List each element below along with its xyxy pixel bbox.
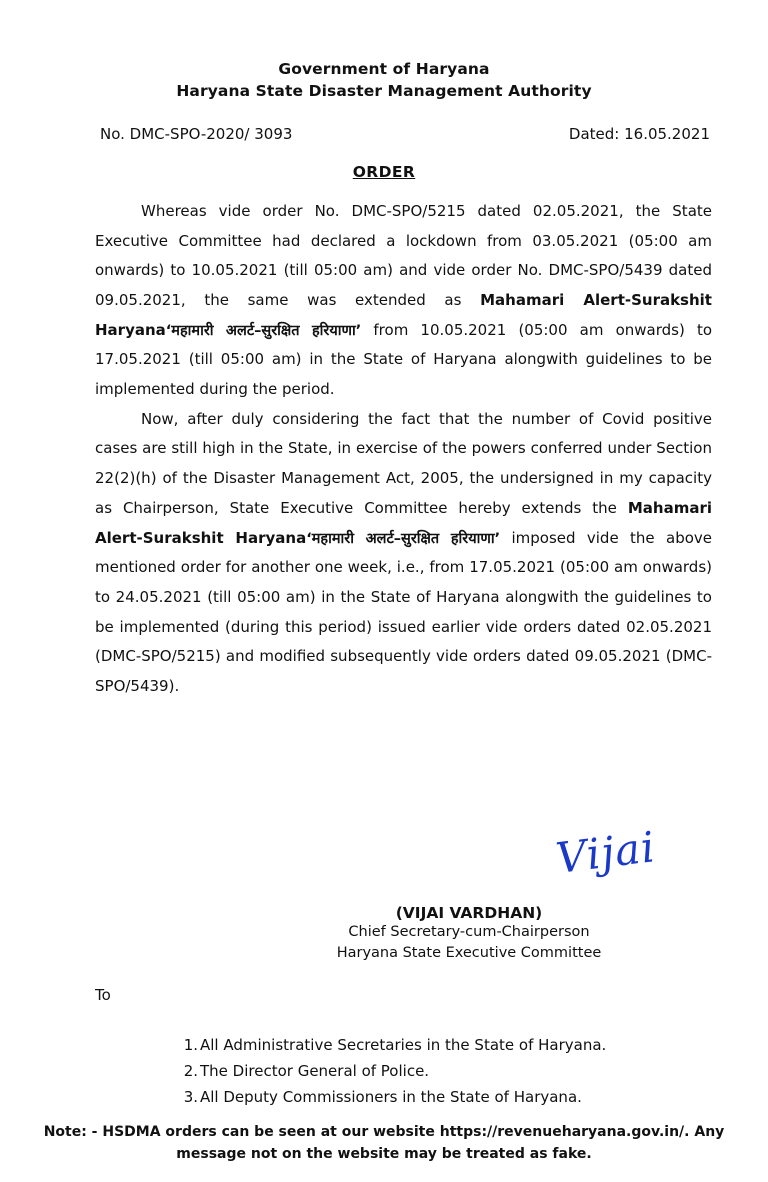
paragraph-one-hindi-term: ‘महामारी अलर्ट–सुरक्षित हरियाणा’ bbox=[165, 322, 362, 339]
signature-block bbox=[0, 904, 768, 964]
list-item bbox=[178, 1033, 606, 1059]
paragraph-one bbox=[95, 197, 712, 405]
recipient-number: 1. bbox=[183, 1036, 198, 1054]
reference-date: Dated: 16.05.2021 bbox=[568, 124, 710, 143]
recipient-list bbox=[178, 1033, 606, 1110]
recipient-text: All Administrative Secretaries in the State of Haryana. bbox=[200, 1036, 607, 1054]
paragraph-two-hindi-term: ‘महामारी अलर्ट–सुरक्षित हरियाणा’ bbox=[306, 530, 501, 547]
footer-note-line2: message not on the website may be treated as fake. bbox=[176, 1145, 592, 1162]
to-label: To bbox=[95, 986, 111, 1004]
signatory-name: (VIJAI VARDHAN) bbox=[395, 904, 543, 922]
reference-row bbox=[100, 125, 710, 143]
paragraph-two-text-b: imposed vide the above mentioned order for another one week, i.e., from 17.05.2021 (05:00 am onwards) to 24.05.2021 (till 05:00 am) in the State of Haryana alongwith the guidelines to be implemented (during this period) issued earlier vide orders dated 02.05.2021 (DMC-SPO/5215) and modified subsequently vide orders dated 09.05.2021 (DMC-SPO/5439). bbox=[95, 528, 713, 695]
document-body bbox=[95, 197, 712, 702]
signatory-role-line2: Haryana State Executive Committee bbox=[336, 945, 602, 962]
header-government-line: Government of Haryana bbox=[278, 60, 490, 78]
paragraph-one-text-a: Whereas vide order No. DMC-SPO/5215 dated 02.05.2021, the State Executive Committee had declared a lockdown from 03.05.2021 (05:00 am onwards) to 10.05.2021 (till 05:00 am) and vide order No. DMC-SPO/5439 dated 09.05.2021, the same was extended as bbox=[95, 201, 712, 309]
recipient-text: The Director General of Police. bbox=[200, 1061, 430, 1080]
document-header bbox=[0, 58, 768, 103]
list-item bbox=[178, 1059, 606, 1085]
list-item bbox=[178, 1085, 606, 1111]
footer-note bbox=[0, 1122, 768, 1165]
paragraph-one-text-b: from 10.05.2021 (05:00 am onwards) to 17.05.2021 (till 05:00 am) in the State of Haryana alongwith guidelines to be implemented during the period. bbox=[95, 320, 712, 399]
recipient-number: 2. bbox=[183, 1061, 198, 1080]
paragraph-one-bold-term: Mahamari Alert-Surakshit Haryana bbox=[95, 291, 712, 339]
reference-number: No. DMC-SPO-2020/ 3093 bbox=[100, 124, 293, 143]
signatory-role-line1: Chief Secretary-cum-Chairperson bbox=[348, 924, 590, 940]
header-authority-line: Haryana State Disaster Management Authority bbox=[176, 82, 592, 101]
recipient-text: All Deputy Commissioners in the State of Haryana. bbox=[200, 1087, 582, 1106]
paragraph-two-text-a: Now, after duly considering the fact that the number of Covid positive cases are still high in the State, in exercise of the powers conferred under Section 22(2)(h) of the Disaster Management Act, 2005, the undersigned in my capacity as Chairperson, State Executive Committee hereby extends the bbox=[95, 409, 712, 517]
order-title: ORDER bbox=[352, 162, 416, 181]
paragraph-two bbox=[95, 405, 712, 702]
footer-note-line1: Note: - HSDMA orders can be seen at our website https://revenueharyana.gov.in/. Any bbox=[43, 1124, 725, 1140]
recipient-number: 3. bbox=[183, 1087, 198, 1106]
document-page bbox=[0, 58, 768, 1182]
handwritten-signature: Vijai bbox=[553, 822, 659, 883]
paragraph-two-bold-term: Mahamari Alert-Surakshit Haryana bbox=[95, 498, 712, 547]
